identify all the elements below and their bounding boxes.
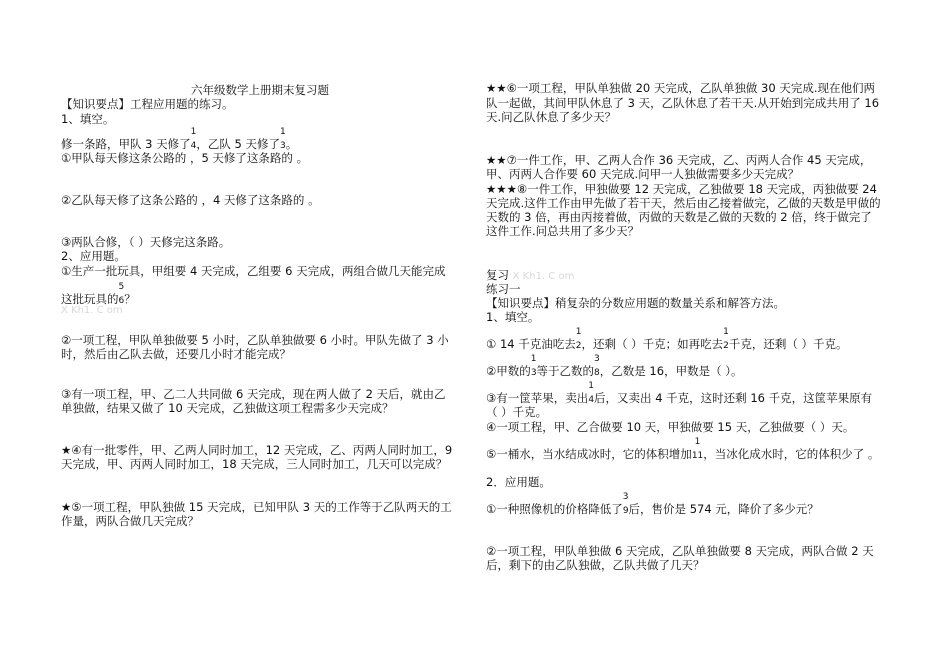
fill-question-3-text-b: 后，又卖出 4 千克，这时还剩 16 千克，这筐苹果原有 xyxy=(594,391,873,405)
application-1-text: 这批玩具的 xyxy=(61,292,119,306)
application-3-line-1: ③有一项工程，甲、乙二人共同做 6 天完成，现在两人做了 2 天后，就由乙 xyxy=(61,387,446,401)
fill-intro-text-b: ，乙队 5 天修了 xyxy=(196,137,281,151)
fill-question-3: ③两队合修，（ ）天修完这条路。 xyxy=(61,235,231,249)
fill-question-1 xyxy=(486,327,848,353)
application-1 xyxy=(486,492,819,518)
fraction-denominator: 6 xyxy=(118,296,125,306)
fraction xyxy=(575,327,582,353)
fraction xyxy=(594,354,600,380)
watermark: X Kh1. C om xyxy=(512,271,575,282)
fraction xyxy=(530,354,537,380)
fill-question-5 xyxy=(486,437,880,463)
fill-question-1-text-c: 千克，还剩（ ）千克。 xyxy=(728,337,848,351)
fraction-numerator: 1 xyxy=(723,327,729,337)
fraction xyxy=(622,492,629,518)
fraction xyxy=(691,437,704,463)
page-title: 六年级数学上册期末复习题 xyxy=(191,83,329,97)
fill-question-1: ①甲队每天修这条公路的 ，5 天修了这条路的 。 xyxy=(61,151,309,165)
application-1-line-1: ①生产一批玩具，甲组要 4 天完成，乙组要 6 天完成，两组合做几天能完成 xyxy=(61,264,446,278)
fraction-numerator: 5 xyxy=(118,282,125,292)
application-1-text-b: 后，售价是 574 元，降价了多少元？ xyxy=(628,502,819,516)
application-4-line-1: ★④有一批零件，甲、乙两人同时加工，12 天完成，乙、丙两人同时加工，9 xyxy=(61,443,453,457)
application-8-line-2: 天完成.这件工作由甲先做了若干天，然后由乙接着做完，乙做的天数是甲做的 xyxy=(486,196,881,210)
fill-question-2: ②乙队每天修了这条公路的 ，4 天修了这条路的 。 xyxy=(61,193,320,207)
fraction-denominator: 11 xyxy=(691,451,704,461)
watermark: X Kh1. C om xyxy=(61,305,123,316)
fill-question-2-text-c: ，乙数是 16，甲数是（ ）。 xyxy=(599,364,743,378)
knowledge-point: 【知识要点】稍复杂的分数应用题的数量关系和解答方法。 xyxy=(486,296,785,310)
fill-intro-text-c: 。 xyxy=(285,137,298,151)
fraction-denominator: 9 xyxy=(622,506,629,516)
application-7-line-2: 甲、丙两人合作要 60 天完成.问甲一人独做需要多少天完成？ xyxy=(486,167,800,181)
fill-question-5-text-b: ，当冰化成水时，它的体积少了 。 xyxy=(703,447,880,461)
application-2-line-1: ②一项工程，甲队单独做 6 天完成，乙队单独做要 8 天完成，两队合做 2 天 xyxy=(486,544,874,558)
fraction-denominator: 4 xyxy=(190,141,197,151)
fraction-numerator: 1 xyxy=(190,127,197,137)
application-1-question-mark: ？ xyxy=(124,292,136,306)
application-8-line-3: 天数的 3 倍，再由丙接着做，丙做的天数是乙做的天数的 2 倍，终于做完了 xyxy=(486,210,872,224)
fill-question-2-text-a: ②甲数的 xyxy=(486,364,531,378)
fraction xyxy=(723,327,729,353)
application-2-line-1: ②一项工程，甲队单独做要 5 小时，乙队单独做要 6 小时。甲队先做了 3 小 xyxy=(61,333,449,347)
fill-question-2-text-b: 等于乙数的 xyxy=(536,364,595,378)
fill-question-5-text-a: ⑤一桶水，当水结成冰时，它的体积增加 xyxy=(486,447,692,461)
fraction-denominator: 3 xyxy=(530,368,537,378)
application-8-line-1: ★★★⑧一件工作，甲独做要 12 天完成，乙独做要 18 天完成，丙独做要 24 xyxy=(486,182,877,196)
fraction-numerator: 3 xyxy=(622,492,629,502)
fraction-denominator: 2 xyxy=(723,341,729,351)
fraction-numerator: 3 xyxy=(594,354,600,364)
section-application-heading: 2、应用题。 xyxy=(61,249,126,263)
fill-question-2 xyxy=(486,354,743,380)
application-5-line-1: ★⑤一项工程，甲队独做 15 天完成，已知甲队 3 天的工作等于乙队两天的工 xyxy=(61,500,452,514)
fill-question-3-line-2: （ ）千克。 xyxy=(486,405,548,419)
application-5-line-2: 作量，两队合做几天完成？ xyxy=(61,514,199,528)
section-fill-heading: 1、填空。 xyxy=(486,310,540,324)
application-7-line-1: ★★⑦一件工作，甲、乙两人合作 36 天完成，乙、丙两人合作 45 天完成， xyxy=(486,153,872,167)
application-6-line-2: 队一起做，其间甲队休息了 3 天，乙队休息了若干天.从开始到完成共用了 16 xyxy=(486,96,880,110)
fraction-numerator: 1 xyxy=(588,381,595,391)
fraction-denominator: 8 xyxy=(594,368,600,378)
application-2-line-2: 时，然后由乙队去做，还要几小时才能完成？ xyxy=(61,347,291,361)
fraction-denominator: 3 xyxy=(280,141,286,151)
fill-question-4: ④一项工程，甲、乙合做要 10 天，甲独做要 15 天，乙独做要（ ）天。 xyxy=(486,420,855,434)
application-6-line-3: 天.问乙队休息了多少天？ xyxy=(486,110,617,124)
fill-intro-text-a: 修一条路，甲队 3 天修了 xyxy=(61,137,191,151)
fraction-numerator: 1 xyxy=(280,127,286,137)
application-3-line-2: 单独做，结果又做了 10 天完成，乙独做这项工程需多少天完成？ xyxy=(61,401,394,415)
application-2-line-2: 后，剩下的由乙队独做，乙队共做了几天？ xyxy=(486,558,705,572)
knowledge-point: 【知识要点】工程应用题的练习。 xyxy=(61,97,234,111)
review-label: 复习 xyxy=(486,268,509,282)
fill-question-1-text-a: ① 14 千克油吃去 xyxy=(486,337,576,351)
fraction xyxy=(588,381,595,407)
section-application-heading: 2．应用题。 xyxy=(486,475,551,489)
application-6-line-1: ★★⑥一项工程，甲队单独做 20 天完成，乙队单独做 30 天完成.现在他们两 xyxy=(486,81,875,95)
fraction-numerator: 1 xyxy=(575,327,582,337)
application-1-text-a: ①一种照像机的价格降低了 xyxy=(486,502,623,516)
application-8-line-4: 这件工作.问总共用了多少天？ xyxy=(486,224,640,238)
fraction-denominator: 2 xyxy=(575,341,582,351)
application-4-line-2: 天完成，甲、丙两人同时加工，18 天完成，三人同时加工，几天可以完成？ xyxy=(61,457,448,471)
fill-question-3-text-a: ③有一筐苹果，卖出 xyxy=(486,391,589,405)
exercise-heading: 练习一 xyxy=(486,282,521,296)
fraction-numerator: 1 xyxy=(530,354,537,364)
fraction-denominator: 4 xyxy=(588,395,595,405)
section-fill-heading: 1、填空。 xyxy=(61,112,115,126)
fill-question-1-text-b: ，还剩（ ）千克；如再吃去 xyxy=(581,337,724,351)
fraction-numerator: 1 xyxy=(694,437,701,447)
